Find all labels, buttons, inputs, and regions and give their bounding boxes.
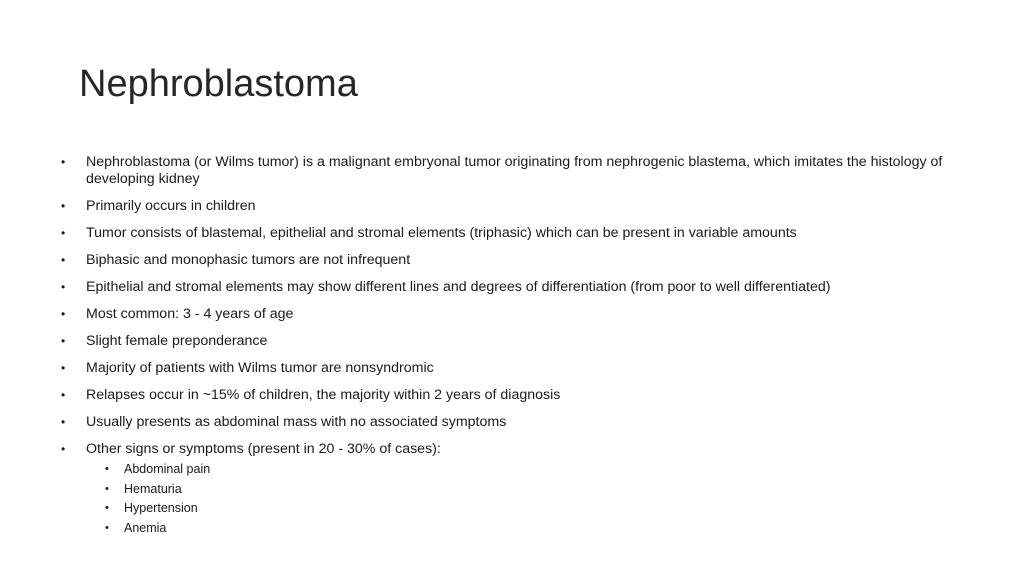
bullet-definition: • Nephroblastoma (or Wilms tumor) is a malignant embryonal tumor originating from nephrogenic blastema, which imitates the histology of developing kidney <box>60 154 950 188</box>
bullet-relapses: • Relapses occur in ~15% of children, the majority within 2 years of diagnosis <box>60 387 950 404</box>
bullet-other-symptoms-label: Other signs or symptoms (present in 20 - 30% of cases): <box>86 441 441 457</box>
bullet-differentiation: • Epithelial and stromal elements may show different lines and degrees of differentiation (from poor to well differentiated) <box>60 279 950 296</box>
sub-bullet-hematuria: • Hematuria <box>86 481 950 497</box>
symptom-sublist <box>86 461 950 536</box>
slide-title: Nephroblastoma <box>79 63 358 105</box>
bullet-presentation: • Usually presents as abdominal mass with no associated symptoms <box>60 414 950 431</box>
sub-bullet-abdominal-pain: • Abdominal pain <box>86 461 950 477</box>
bullet-other-symptoms <box>60 441 950 536</box>
bullet-biphasic: • Biphasic and monophasic tumors are not infrequent <box>60 252 950 269</box>
bullet-list <box>60 154 950 546</box>
bullet-nonsyndromic: • Majority of patients with Wilms tumor are nonsyndromic <box>60 360 950 377</box>
bullet-age: • Most common: 3 - 4 years of age <box>60 306 950 323</box>
bullet-children: • Primarily occurs in children <box>60 198 950 215</box>
sub-bullet-anemia: • Anemia <box>86 520 950 536</box>
bullet-sex: • Slight female preponderance <box>60 333 950 350</box>
sub-bullet-hypertension: • Hypertension <box>86 500 950 516</box>
bullet-composition: • Tumor consists of blastemal, epithelial and stromal elements (triphasic) which can be present in variable amounts <box>60 225 950 242</box>
